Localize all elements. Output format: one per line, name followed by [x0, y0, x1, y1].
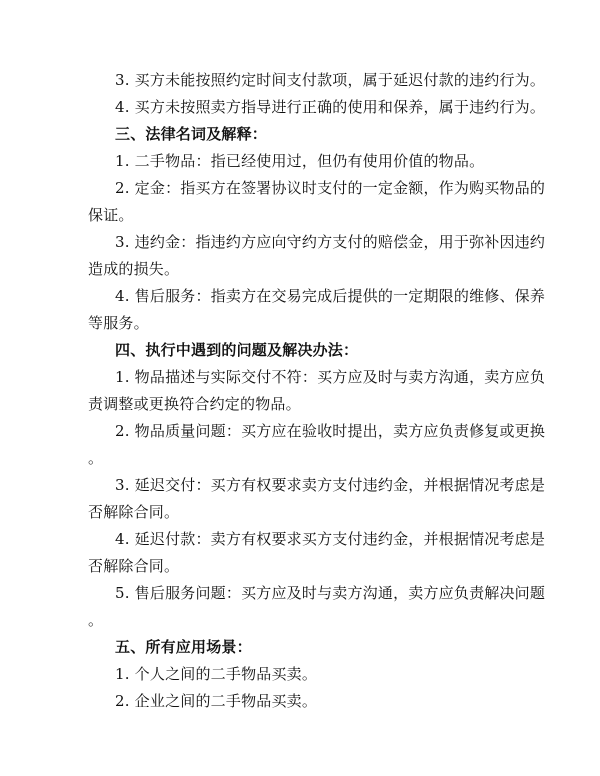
list-item-line: 3. 违约金：指违约方应向守约方支付的赔偿金，用于弥补因违约 — [115, 233, 546, 251]
list-item-line: 2. 企业之间的二手物品买卖。 — [115, 692, 318, 710]
list-item-continuation: 否解除合同。 — [88, 557, 180, 575]
list-item-continuation: 否解除合同。 — [88, 503, 180, 521]
list-item-line: 2. 物品质量问题：买方应在验收时提出，卖方应负责修复或更换 — [115, 422, 546, 440]
list-item-line: 1. 二手物品：指已经使用过，但仍有使用价值的物品。 — [115, 152, 485, 170]
list-item-continuation: 等服务。 — [88, 314, 149, 332]
list-item-line: 3. 买方未能按照约定时间支付款项，属于延迟付款的违约行为。 — [115, 71, 546, 89]
list-item-line: 4. 售后服务：指卖方在交易完成后提供的一定期限的维修、保养 — [115, 287, 546, 305]
list-item-line: 1. 物品描述与实际交付不符：买方应及时与卖方沟通，卖方应负 — [115, 368, 546, 386]
list-item-line: 5. 售后服务问题：买方应及时与卖方沟通，卖方应负责解决问题 — [115, 584, 546, 602]
section-heading: 三、法律名词及解释： — [115, 125, 268, 143]
list-item-line: 1. 个人之间的二手物品买卖。 — [115, 665, 318, 683]
list-item-line: 4. 延迟付款：卖方有权要求买方支付违约金，并根据情况考虑是 — [115, 530, 546, 548]
list-item-continuation: 。 — [88, 611, 104, 629]
section-heading: 五、所有应用场景： — [115, 638, 252, 656]
list-item-line: 2. 定金：指买方在签署协议时支付的一定金额，作为购买物品的 — [115, 179, 546, 197]
section-heading: 四、执行中遇到的问题及解决办法： — [115, 341, 359, 359]
list-item-continuation: 保证。 — [88, 206, 134, 224]
list-item-continuation: 责调整或更换符合约定的物品。 — [88, 395, 301, 413]
list-item-continuation: 造成的损失。 — [88, 260, 180, 278]
list-item-continuation: 。 — [88, 449, 104, 467]
list-item-line: 4. 买方未按照卖方指导进行正确的使用和保养，属于违约行为。 — [115, 98, 546, 116]
list-item-line: 3. 延迟交付：买方有权要求卖方支付违约金，并根据情况考虑是 — [115, 476, 546, 494]
